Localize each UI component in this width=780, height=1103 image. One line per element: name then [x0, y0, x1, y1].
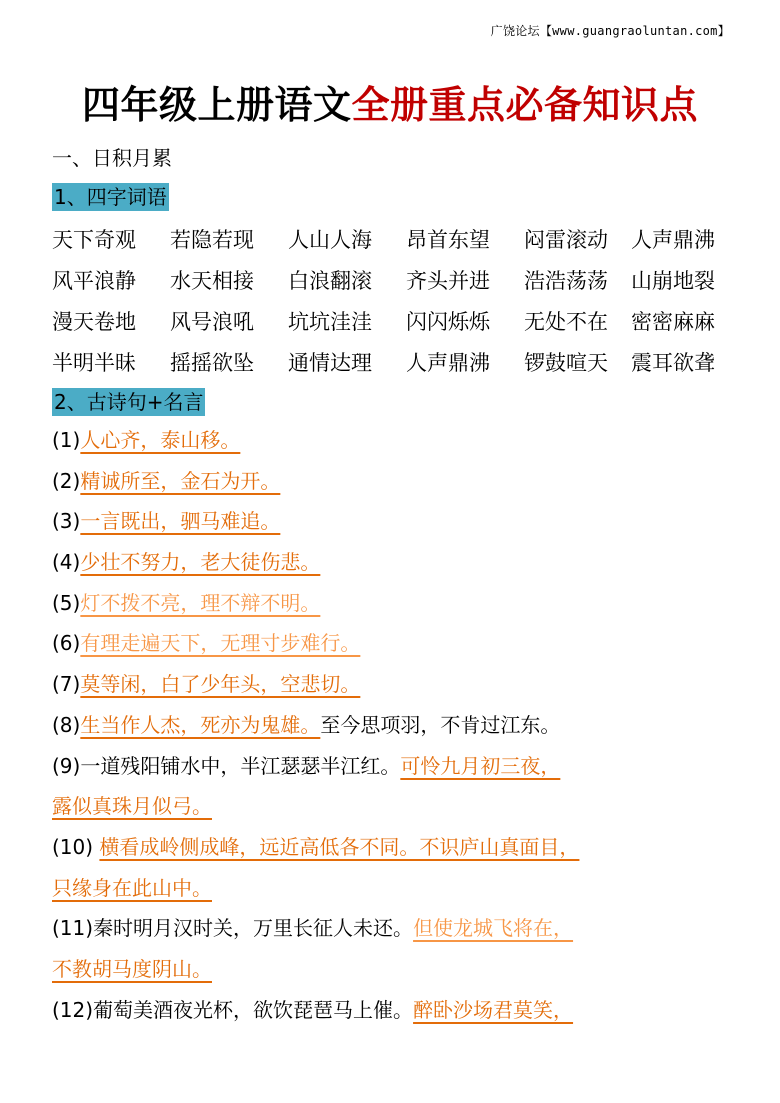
highlight-text: 只缘身在此山中。	[52, 875, 212, 900]
highlight-text: 莫等闲，白了少年头，空悲切。	[80, 672, 361, 697]
highlight-text: 灯不拨不亮，理不辩不明。	[80, 590, 321, 615]
item-number: (10)	[52, 834, 94, 859]
subsection-heading-poems: 2、古诗句+名言	[54, 390, 204, 414]
plain-text: 至今思项羽，不肯过江东。	[320, 712, 561, 737]
item-number: (4)	[52, 550, 81, 575]
plain-text: 葡萄美酒夜光杯，欲饮琵琶马上催。	[93, 997, 414, 1022]
poem-line	[52, 995, 752, 1036]
item-number: (5)	[52, 590, 81, 615]
idiom-row	[52, 224, 752, 265]
highlight-text: 少壮不努力，老大徒伤悲。	[80, 550, 321, 575]
idiom: 白浪翻滚	[288, 269, 372, 293]
highlight-text: 醉卧沙场君莫笑，	[413, 997, 574, 1022]
title-accent: 全册重点必备知识点	[351, 83, 699, 127]
poem-line	[52, 547, 752, 588]
highlight-text: 有理走遍天下，无理寸步难行。	[80, 631, 361, 656]
idiom: 闪闪烁烁	[406, 310, 490, 334]
page-title	[0, 74, 780, 129]
poem-line	[52, 832, 752, 873]
subsection-heading-idioms: 1、四字词语	[54, 185, 167, 209]
poem-line	[52, 710, 752, 751]
idiom: 人声鼎沸	[631, 228, 715, 252]
item-number: (7)	[52, 672, 81, 697]
highlight-text: 不教胡马度阴山。	[52, 956, 212, 981]
plain-text: 一道残阳铺水中，半江瑟瑟半江红。	[80, 753, 401, 778]
item-number: (6)	[52, 631, 81, 656]
idiom: 半明半昧	[52, 351, 136, 375]
poem-line-continued	[52, 791, 752, 832]
idiom: 风号浪吼	[170, 310, 254, 334]
poem-line	[52, 669, 752, 710]
site-header: 广饶论坛【www.guangraoluntan.com】	[490, 24, 730, 38]
item-number: (9)	[52, 753, 81, 778]
poem-line	[52, 751, 752, 792]
idiom-row	[52, 265, 752, 306]
idiom: 闷雷滚动	[524, 228, 608, 252]
item-number: (12)	[52, 997, 94, 1022]
idiom: 无处不在	[524, 310, 608, 334]
poem-list	[52, 425, 752, 1035]
poem-line-continued	[52, 954, 752, 995]
highlight-text: 横看成岭侧成峰，远近高低各不同。不识庐山真面目，	[99, 834, 580, 859]
highlight-text: 生当作人杰，死亦为鬼雄。	[80, 712, 321, 737]
idiom: 坑坑洼洼	[288, 310, 372, 334]
idiom-row	[52, 306, 752, 347]
idiom: 山崩地裂	[631, 269, 715, 293]
poem-line	[52, 588, 752, 629]
idiom-grid	[52, 224, 752, 388]
idiom: 昂首东望	[406, 228, 490, 252]
idiom: 若隐若现	[170, 228, 254, 252]
plain-text: 秦时明月汉时关，万里长征人未还。	[93, 916, 414, 941]
poem-line	[52, 425, 752, 466]
poem-line	[52, 913, 752, 954]
highlight-text: 但使龙城飞将在，	[413, 916, 574, 941]
idiom: 密密麻麻	[631, 310, 715, 334]
idiom: 人声鼎沸	[406, 351, 490, 375]
item-number: (2)	[52, 468, 81, 493]
idiom: 震耳欲聋	[631, 351, 715, 375]
idiom: 漫天卷地	[52, 310, 136, 334]
idiom: 锣鼓喧天	[524, 351, 608, 375]
idiom: 浩浩荡荡	[524, 269, 608, 293]
item-number: (1)	[52, 428, 81, 452]
poem-line	[52, 628, 752, 669]
item-number: (11)	[52, 916, 94, 941]
highlight-text: 精诚所至，金石为开。	[80, 468, 281, 493]
highlight-text: 一言既出，驷马难追。	[80, 509, 281, 534]
poem-line	[52, 506, 752, 547]
idiom: 水天相接	[170, 269, 254, 293]
idiom: 人山人海	[288, 228, 372, 252]
item-number: (8)	[52, 712, 81, 737]
idiom: 风平浪静	[52, 269, 136, 293]
idiom: 齐头并进	[406, 269, 490, 293]
idiom: 摇摇欲坠	[170, 351, 254, 375]
section-heading: 一、日积月累	[52, 146, 172, 170]
poem-line-continued	[52, 873, 752, 914]
item-number: (3)	[52, 509, 81, 534]
highlight-text: 露似真珠月似弓。	[52, 794, 212, 819]
highlight-text: 可怜九月初三夜，	[400, 753, 561, 778]
idiom: 天下奇观	[52, 228, 136, 252]
highlight-text: 人心齐，泰山移。	[80, 428, 241, 452]
poem-line	[52, 466, 752, 507]
idiom-row	[52, 347, 752, 388]
idiom: 通情达理	[288, 351, 372, 375]
title-main: 四年级上册语文	[81, 83, 352, 127]
